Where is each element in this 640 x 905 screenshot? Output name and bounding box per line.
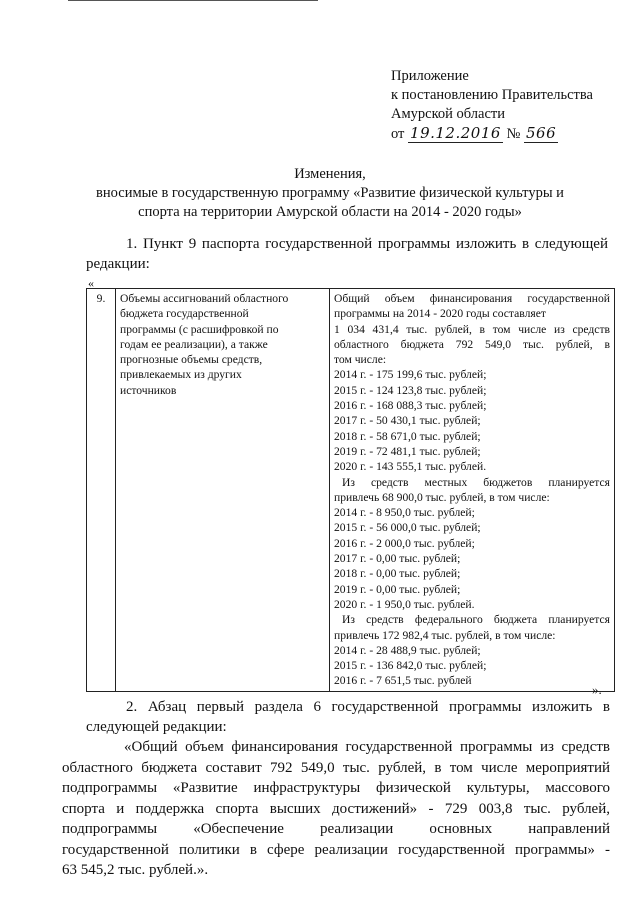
title-line-1: Изменения, — [294, 166, 366, 182]
paragraph-3-line: подпрограммы «Обеспечение реализации основных направлений — [62, 821, 610, 837]
federal-year-line: 2015 г. - 136 842,0 тыс. рублей; — [334, 659, 487, 673]
paragraph-2-line-1: 2. Абзац первый раздела 6 государственной программы изложить в — [126, 699, 610, 715]
passport-table — [86, 288, 615, 692]
local-year-line: 2018 г. - 0,00 тыс. рублей; — [334, 567, 461, 581]
content-line: областного бюджета 792 549,0 тыс. рублей, в — [334, 337, 610, 351]
paragraph-3-line: 63 545,2 тыс. рублей.». — [62, 862, 209, 878]
table-row — [87, 289, 615, 692]
close-quote: ». — [592, 682, 602, 697]
local-year-line: 2015 г. - 56 000,0 тыс. рублей; — [334, 521, 481, 535]
label-line: бюджета государственной — [120, 307, 249, 321]
number-label: № — [506, 126, 521, 142]
paragraph-3 — [62, 737, 610, 881]
local-year-line: 2017 г. - 0,00 тыс. рублей; — [334, 552, 461, 566]
local-year-line: 2016 г. - 2 000,0 тыс. рублей; — [334, 536, 475, 550]
title-line-2: вносимые в государственную программу «Развитие физической культуры и — [96, 185, 564, 201]
content-line: 1 034 431,4 тыс. рублей, в том числе из средств — [334, 322, 610, 336]
label-line: источников — [120, 383, 177, 397]
federal-intro-line: Из средств федерального бюджета планируется — [342, 613, 610, 627]
label-line: годам ее реализации), а также — [120, 337, 268, 351]
appendix-block — [391, 67, 593, 144]
regional-year-line: 2014 г. - 175 199,6 тыс. рублей; — [334, 368, 487, 382]
regional-year-line: 2015 г. - 124 123,8 тыс. рублей; — [334, 383, 487, 397]
paragraph-2-line-2: следующей редакции: — [86, 719, 227, 735]
paragraph-1-line-1: 1. Пункт 9 паспорта государственной программы изложить в следующей — [126, 236, 608, 252]
local-intro-line: привлечь 68 900,0 тыс. рублей, в том числе: — [334, 490, 550, 504]
regional-year-line: 2020 г. - 143 555,1 тыс. рублей. — [334, 460, 487, 474]
document-title — [60, 165, 600, 222]
appendix-date-number — [391, 124, 593, 144]
handwritten-number: 566 — [526, 124, 557, 142]
from-label: от — [391, 126, 405, 142]
federal-year-line: 2016 г. - 7 651,5 тыс. рублей — [334, 674, 472, 688]
label-line: привлекаемых из других — [120, 368, 242, 382]
label-line: программы (с расшифровкой по — [120, 322, 279, 336]
federal-intro-line: привлечь 172 982,4 тыс. рублей, в том числе: — [334, 628, 556, 642]
content-line: том числе: — [334, 353, 387, 367]
local-year-line: 2020 г. - 1 950,0 тыс. рублей. — [334, 597, 475, 611]
top-edge-line — [68, 0, 318, 1]
row-content — [330, 289, 615, 692]
local-intro-line: Из средств местных бюджетов планируется — [342, 475, 610, 489]
appendix-title: Приложение — [391, 68, 469, 84]
paragraph-3-line: областного бюджета составит 792 549,0 тыс. рублей, в том числе мероприятий — [62, 759, 610, 776]
appendix-resolution: к постановлению Правительства — [391, 87, 593, 103]
row-number: 9. — [87, 289, 116, 692]
paragraph-3-line: «Общий объем финансирования государственной программы из средств — [124, 739, 610, 755]
federal-year-line: 2014 г. - 28 488,9 тыс. рублей; — [334, 643, 481, 657]
regional-year-line: 2016 г. - 168 088,3 тыс. рублей; — [334, 399, 487, 413]
regional-year-line: 2017 г. - 50 430,1 тыс. рублей; — [334, 414, 481, 428]
open-quote: « — [88, 276, 94, 290]
paragraph-2 — [86, 697, 610, 737]
handwritten-date: 19.12.2016 — [410, 124, 501, 142]
content-line: Общий объем финансирования государственной — [334, 292, 610, 305]
label-line: прогнозные объемы средств, — [120, 353, 263, 367]
paragraph-3-line: подпрограммы «Развитие инфраструктуры физической культуры, массового — [62, 780, 610, 796]
regional-year-line: 2019 г. - 72 481,1 тыс. рублей; — [334, 444, 481, 458]
paragraph-1-line-2: редакции: — [86, 256, 150, 272]
title-line-3: спорта на территории Амурской области на 2014 - 2020 годы» — [138, 204, 522, 220]
content-line: программы на 2014 - 2020 годы составляет — [334, 307, 546, 321]
paragraph-1 — [86, 234, 608, 274]
label-line: Объемы ассигнований областного — [120, 292, 289, 305]
local-year-line: 2014 г. - 8 950,0 тыс. рублей; — [334, 506, 475, 520]
paragraph-3-line: государственной политики в сфере реализации государственной программы» - — [62, 841, 610, 858]
paragraph-3-line: спорта и поддержка спорта высших достижений» - 729 003,8 тыс. рублей, — [62, 800, 610, 817]
appendix-region: Амурской области — [391, 106, 505, 122]
row-label — [116, 289, 330, 692]
local-year-line: 2019 г. - 0,00 тыс. рублей; — [334, 582, 461, 596]
regional-year-line: 2018 г. - 58 671,0 тыс. рублей; — [334, 429, 481, 443]
